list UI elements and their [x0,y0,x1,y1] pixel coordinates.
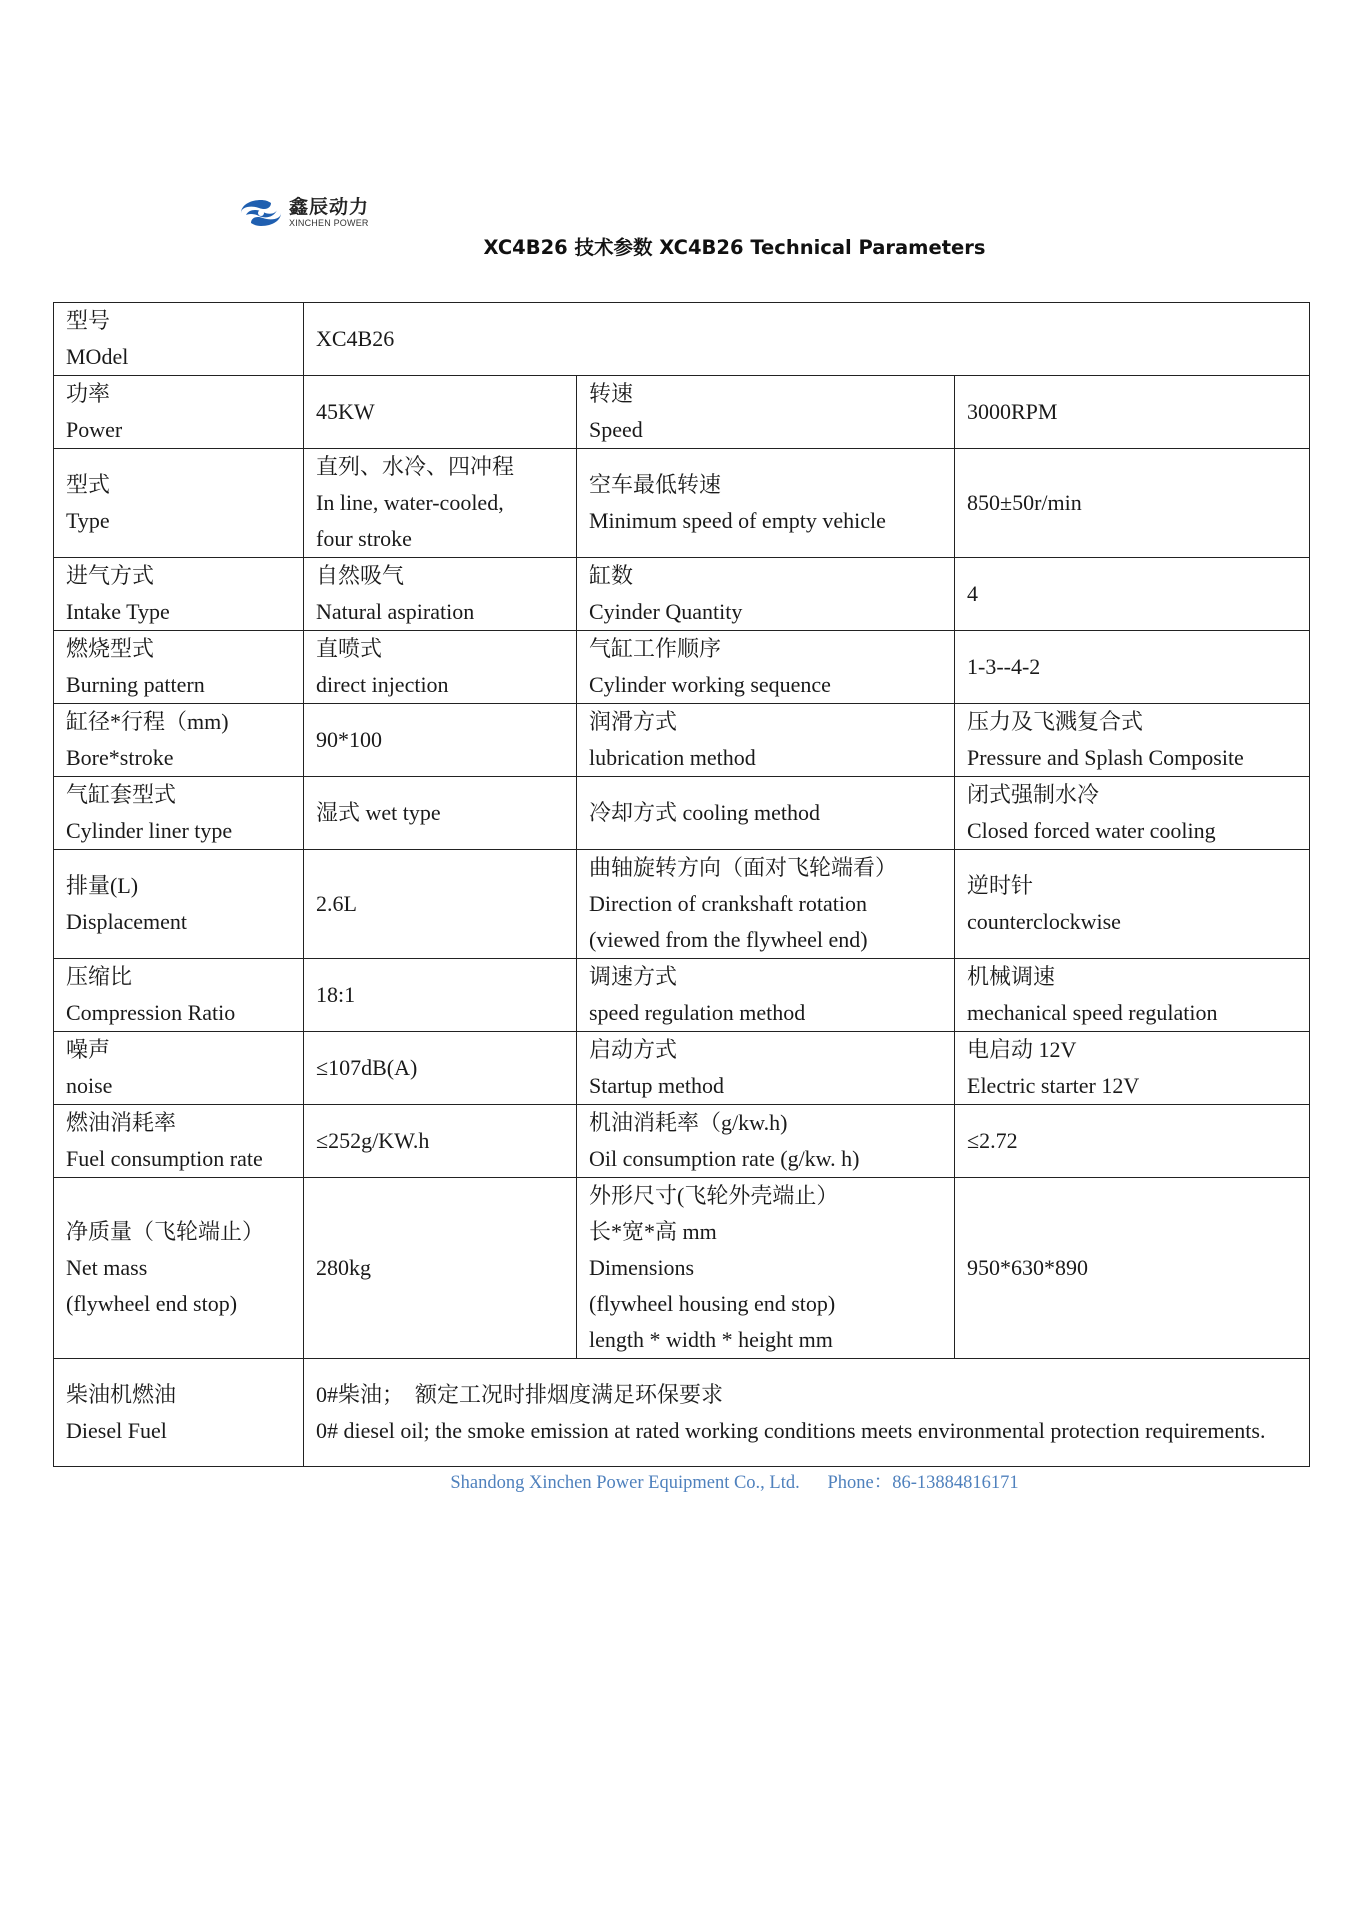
cell-line: 18:1 [316,982,356,1007]
cell-value-right [955,558,1310,631]
cell-line: 自然吸气 [316,563,405,588]
cell-value-right [955,959,1310,1032]
cell-line: direct injection [316,672,449,697]
cell-line: Cyinder Quantity [589,599,743,624]
cell-line: XC4B26 [316,326,395,351]
cell-value-right [955,376,1310,449]
cell-line: Direction of crankshaft rotation [589,891,867,916]
cell-label-right [577,376,955,449]
cell-line: 曲轴旋转方向（面对飞轮端看） [589,855,898,880]
cell-line: 柴油机燃油 [66,1381,177,1407]
fuel-text-english: 0# diesel oil; the smoke emission at rated working conditions meets environmental protection requirements. [316,1417,1266,1443]
cell-line: Closed forced water cooling [967,818,1216,843]
table-row [54,1178,1310,1359]
cell-label-right [577,959,955,1032]
cell-line: 90*100 [316,727,382,752]
cell-line: Electric starter 12V [967,1073,1140,1098]
cell-line: four stroke [316,526,412,551]
cell-value-left [304,1105,577,1178]
cell-line: 闭式强制水冷 [967,782,1100,807]
cell-line: 燃油消耗率 [66,1110,177,1135]
cell-line: Intake Type [66,599,170,624]
fuel-text-chinese: 0#柴油； 额定工况时排烟度满足环保要求 [316,1381,724,1407]
table-row [54,1032,1310,1105]
cell-line: 直列、水冷、四冲程 [316,454,515,479]
cell-value-left [304,1178,577,1359]
cell-line: 机械调速 [967,964,1056,989]
cell-line: lubrication method [589,745,756,770]
cell-line: Burning pattern [66,672,205,697]
cell-line: Pressure and Splash Composite [967,745,1244,770]
cell-line: 空车最低转速 [589,472,722,497]
table-row [54,850,1310,959]
cell-label-left [54,1032,304,1105]
table-row [54,777,1310,850]
cell-label-right [577,1105,955,1178]
table-row [54,376,1310,449]
cell-line: mechanical speed regulation [967,1000,1218,1025]
cell-line: Startup method [589,1073,725,1098]
cell-label-right [577,1178,955,1359]
cell-line: Oil consumption rate (g/kw. h) [589,1146,860,1171]
cell-line: 功率 [66,381,111,406]
cell-line: noise [66,1073,113,1098]
cell-line: Power [66,417,123,442]
technical-parameters-table [53,302,1310,1467]
cell-label-left [54,558,304,631]
cell-line: 直喷式 [316,636,383,661]
cell-line: Minimum speed of empty vehicle [589,508,886,533]
cell-value-left [304,959,577,1032]
cell-line: (flywheel end stop) [66,1291,238,1316]
cell-label-left [54,704,304,777]
table-row-model [54,303,1310,376]
cell-line: Diesel Fuel [66,1417,167,1443]
cell-value-left [304,631,577,704]
cell-value-left [304,558,577,631]
cell-line: 外形尺寸(飞轮外壳端止） [589,1183,839,1208]
cell-line: ≤252g/KW.h [316,1128,430,1153]
footer-company: Shandong Xinchen Power Equipment Co., Ltd. [450,1473,800,1493]
cell-label-left [54,959,304,1032]
cell-label-left [54,631,304,704]
cell-line: 进气方式 [66,563,155,588]
cell-line: 950*630*890 [967,1255,1088,1280]
logo-english-name: XINCHEN POWER [289,218,369,228]
cell-value-left [304,449,577,558]
cell-label-right [577,449,955,558]
table-row [54,631,1310,704]
cell-label-fuel [54,1359,304,1467]
cell-value-right [955,631,1310,704]
cell-line: Net mass [66,1255,148,1280]
table-row [54,704,1310,777]
cell-line: 长*宽*高 mm [589,1219,717,1244]
cell-line: Dimensions [589,1255,695,1280]
cell-label-model [54,303,304,376]
cell-line: 压力及飞溅复合式 [967,709,1144,734]
cell-label-left [54,777,304,850]
cell-line: 润滑方式 [589,709,678,734]
cell-label-left [54,850,304,959]
cell-label-right [577,631,955,704]
cell-value-right [955,850,1310,959]
cell-line: Bore*stroke [66,745,174,770]
cell-value-left [304,1032,577,1105]
cell-line: 缸径*行程（mm) [66,709,229,734]
cell-line: 型式 [66,472,111,497]
table-row [54,449,1310,558]
cell-line: 气缸套型式 [66,782,177,807]
cell-line: Cylinder liner type [66,818,233,843]
table-row-fuel [54,1359,1310,1467]
cell-line: ≤107dB(A) [316,1055,418,1080]
cell-line: 湿式 wet type [316,800,441,825]
cell-line: In line, water-cooled, [316,490,504,515]
table-row [54,1105,1310,1178]
cell-line: Fuel consumption rate [66,1146,263,1171]
cell-line: 气缸工作顺序 [589,636,722,661]
cell-label-right [577,1032,955,1105]
logo-chinese-name: 鑫辰动力 [289,196,370,218]
cell-line: Type [66,508,110,533]
cell-value-right [955,777,1310,850]
table-row [54,558,1310,631]
cell-value-left [304,850,577,959]
cell-line: 850±50r/min [967,490,1082,515]
xinchen-swirl-logo-icon [237,195,285,231]
cell-label-right [577,850,955,959]
cell-value-left [304,376,577,449]
page-footer [0,1468,1357,1494]
cell-line: 3000RPM [967,399,1058,424]
cell-line: 冷却方式 cooling method [589,800,820,825]
cell-line: 280kg [316,1255,371,1280]
cell-label-right [577,558,955,631]
cell-line: Speed [589,417,643,442]
cell-line: 燃烧型式 [66,636,155,661]
document-title: XC4B26 技术参数 XC4B26 Technical Parameters [483,236,986,259]
cell-value-fuel [304,1359,1310,1467]
cell-line: 噪声 [66,1037,111,1062]
cell-line: 净质量（飞轮端止） [66,1219,265,1244]
cell-label-left [54,1105,304,1178]
cell-line: 缸数 [589,563,634,588]
cell-label-left [54,1178,304,1359]
cell-line: 45KW [316,399,375,424]
cell-line: 电启动 12V [967,1037,1077,1062]
cell-line: Compression Ratio [66,1000,236,1025]
cell-line: MOdel [66,344,129,369]
cell-label-left [54,376,304,449]
cell-line: (viewed from the flywheel end) [589,927,868,952]
cell-value-right [955,1105,1310,1178]
cell-value-left [304,777,577,850]
cell-line: 转速 [589,381,634,406]
cell-line: (flywheel housing end stop) [589,1291,836,1316]
cell-line: 型号 [66,308,111,333]
cell-line: Natural aspiration [316,599,475,624]
cell-value-right [955,449,1310,558]
cell-line: 1-3--4-2 [967,654,1041,679]
cell-line: 启动方式 [589,1037,678,1062]
cell-value-left [304,704,577,777]
cell-line: Displacement [66,909,187,934]
cell-line: Cylinder working sequence [589,672,831,697]
cell-label-left [54,449,304,558]
cell-line: counterclockwise [967,909,1121,934]
cell-line: 调速方式 [589,964,678,989]
cell-line: 4 [967,581,978,606]
cell-line: speed regulation method [589,1000,806,1025]
cell-value-model [304,303,1310,376]
cell-label-right [577,777,955,850]
cell-value-right [955,1178,1310,1359]
footer-phone: Phone：86-13884816171 [827,1473,1019,1493]
cell-line: 压缩比 [66,964,133,989]
cell-line: length * width * height mm [589,1327,833,1352]
cell-line: 排量(L) [66,873,139,898]
table-row [54,959,1310,1032]
cell-value-right [955,704,1310,777]
cell-value-right [955,1032,1310,1105]
cell-label-right [577,704,955,777]
cell-line: 机油消耗率（g/kw.h) [589,1110,788,1135]
cell-line: 2.6L [316,891,357,916]
cell-line: 逆时针 [967,873,1034,898]
cell-line: ≤2.72 [967,1128,1018,1153]
company-logo [237,195,369,231]
